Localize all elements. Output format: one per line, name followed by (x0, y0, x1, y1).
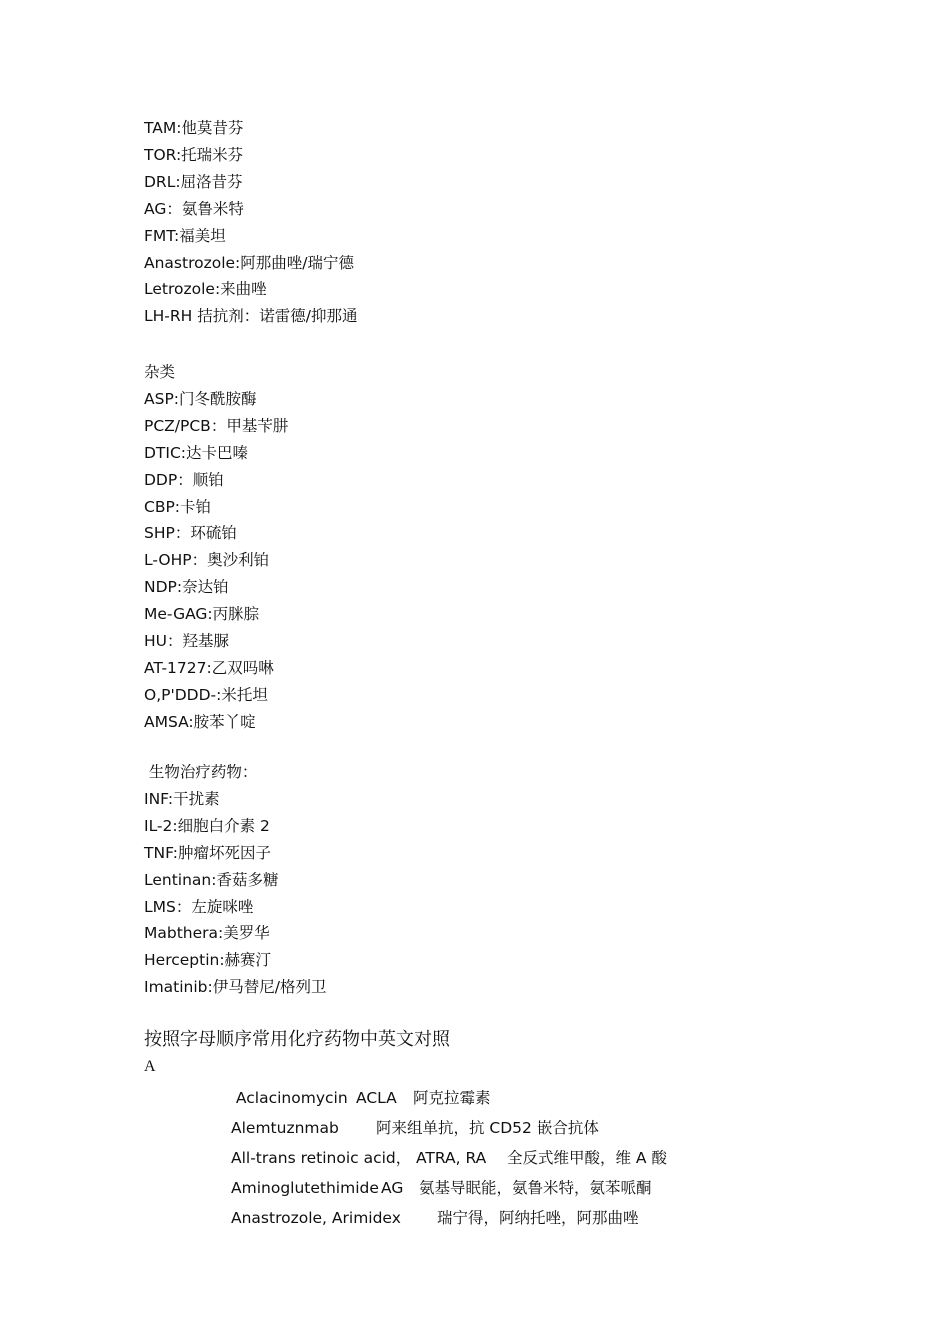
drug-chinese-name: 阿克拉霉素 (413, 1089, 491, 1107)
drug-abbreviation: ATRA, RA (416, 1149, 487, 1167)
list-item: Lentinan:香菇多糖 (144, 870, 279, 889)
list-item: TNF:肿瘤坏死因子 (144, 843, 271, 862)
section-heading: 生物治疗药物： (144, 763, 258, 781)
list-item: Me-GAG:丙脒腙 (144, 605, 260, 624)
list-item: TOR:托瑞米芬 (144, 145, 244, 164)
bio-therapy-section (144, 759, 326, 1001)
drug-english-name: Anastrozole, Arimidex (231, 1209, 401, 1227)
drug-abbreviation: ACLA (356, 1089, 397, 1107)
list-item: DDP：顺铂 (144, 470, 224, 489)
list-item: PCZ/PCB：甲基苄肼 (144, 416, 289, 435)
list-item: FMT:福美坦 (144, 226, 226, 245)
list-item: DRL:屈洛昔芬 (144, 172, 243, 191)
list-item: LMS：左旋咪唑 (144, 897, 254, 916)
drug-english-name: Aclacinomycin (231, 1089, 348, 1107)
misc-section (144, 359, 288, 736)
drug-abbreviation: AG (381, 1179, 404, 1197)
drug-english-name: Alemtuznmab (231, 1119, 339, 1137)
drug-chinese-name: 阿来组单抗，抗 CD52 嵌合抗体 (376, 1119, 599, 1137)
letter-heading: A (144, 1058, 156, 1075)
list-item: IL-2:细胞白介素 2 (144, 816, 270, 835)
list-item: SHP：环硫铂 (144, 524, 237, 543)
list-item: Imatinib:伊马替尼/格列卫 (144, 978, 327, 997)
drug-english-name: Aminoglutethimide (231, 1179, 379, 1197)
list-item: DTIC:达卡巴嗪 (144, 443, 249, 462)
list-item: Anastrozole:阿那曲唑/瑞宁德 (144, 253, 354, 272)
list-item: Mabthera:美罗华 (144, 924, 270, 943)
drug-chinese-name: 全反式维甲酸，维 A 酸 (507, 1149, 667, 1167)
hormone-drug-list (144, 115, 357, 330)
list-item: TAM:他莫昔芬 (144, 119, 244, 137)
list-item: ASP:门冬酰胺酶 (144, 389, 257, 408)
drug-chinese-name: 氨基导眠能，氨鲁米特，氨苯哌酮 (419, 1179, 652, 1197)
list-item: Letrozole:来曲唑 (144, 280, 267, 299)
list-item: CBP:卡铂 (144, 497, 212, 516)
list-item: LH-RH 拮抗剂：诺雷德/抑那通 (144, 307, 358, 326)
list-item: O,P'DDD-:米托坦 (144, 685, 268, 704)
list-item: NDP:奈达铂 (144, 578, 229, 597)
list-item: AMSA:胺苯丫啶 (144, 712, 256, 731)
alphabetical-section-title: 按照字母顺序常用化疗药物中英文对照 (144, 1029, 450, 1050)
list-item: INF:干扰素 (144, 789, 220, 808)
drug-chinese-name: 瑞宁得，阿纳托唑，阿那曲唑 (437, 1209, 639, 1227)
list-item: L-OHP：奥沙利铂 (144, 551, 270, 570)
list-item: Herceptin:赫赛汀 (144, 951, 272, 970)
list-item: AG：氨鲁米特 (144, 199, 244, 218)
list-item: HU：羟基脲 (144, 632, 230, 651)
list-item: AT-1727:乙双吗啉 (144, 658, 274, 677)
section-heading: 杂类 (144, 363, 176, 381)
drug-english-name: All-trans retinoic acid， (231, 1149, 412, 1167)
